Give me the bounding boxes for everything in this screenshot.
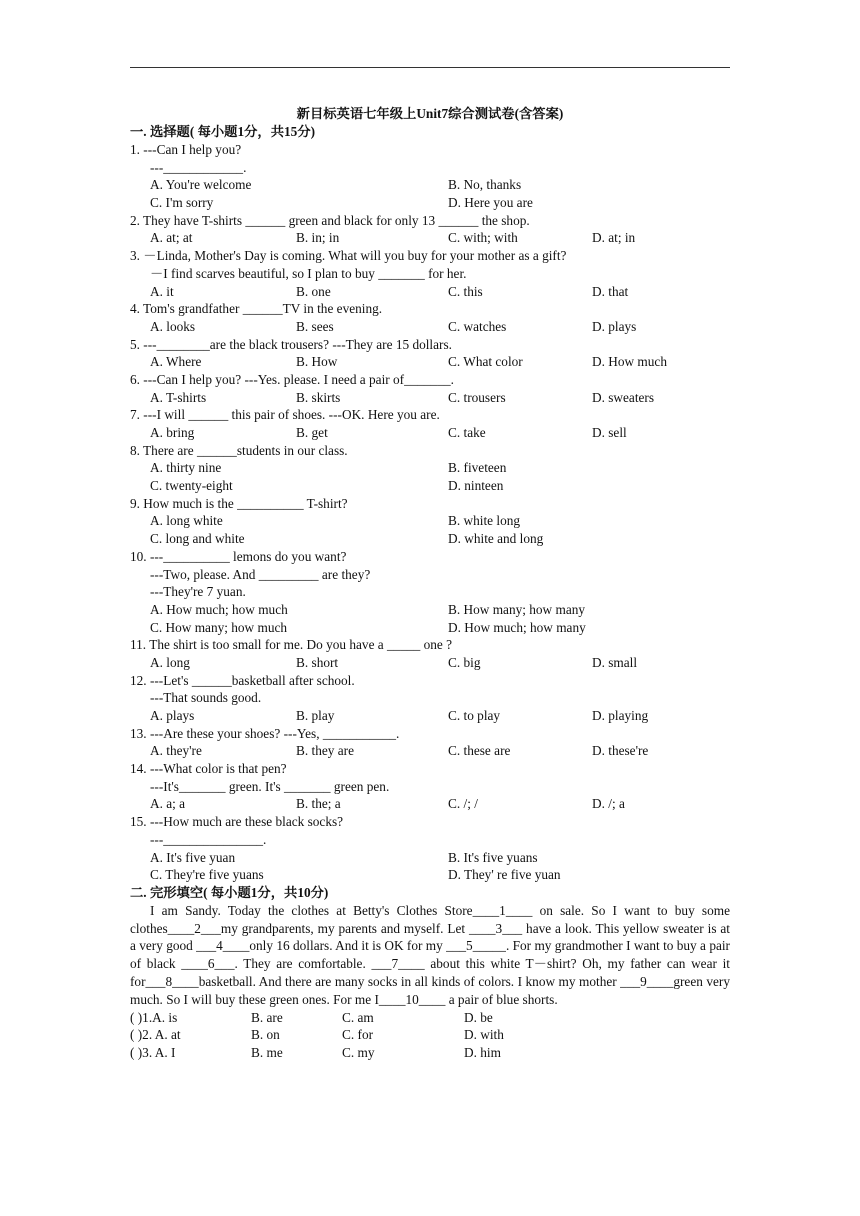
option: ( )2. A. at (130, 1027, 181, 1043)
option: A. T-shirts (150, 389, 207, 405)
option: C. long and white (150, 531, 245, 547)
option: D. that (592, 283, 629, 299)
page-title: 新目标英语七年级上Unit7综合测试卷(含答案) (296, 106, 564, 121)
option: A. at; at (150, 230, 193, 246)
option: A. it (150, 283, 174, 299)
section-heading-cloze: 二. 完形填空( 每小题1分，共10分) (130, 884, 329, 900)
option: D. sweaters (592, 389, 655, 405)
option: ( )3. A. I (130, 1045, 176, 1061)
option-row (130, 866, 730, 884)
option: C. take (448, 425, 486, 440)
question-stem: 12. ---Let's ______basketball after school. (130, 672, 355, 688)
option: C. twenty-eight (150, 478, 233, 494)
option: D. white and long (448, 531, 544, 547)
option: C. am (342, 1009, 374, 1025)
option: B. get (296, 425, 328, 440)
option: C. for (342, 1027, 374, 1043)
question-stem: 2. They have T-shirts ______ green and black for only 13 ______ the shop. (130, 212, 530, 228)
option-row (130, 707, 730, 725)
option: C. big (448, 654, 481, 670)
option: A. thirty nine (150, 460, 222, 476)
option: D. small (592, 654, 638, 670)
option: B. How many; how many (448, 601, 586, 617)
option-row (130, 654, 730, 672)
option: A. plays (150, 708, 195, 723)
option: A. It's five yuan (150, 849, 236, 865)
question-stem-line: ---____________. (150, 159, 247, 175)
option: B. on (251, 1027, 280, 1043)
option: D. sell (592, 425, 627, 440)
question-stem: 14. ---What color is that pen? (130, 761, 287, 777)
option: D. playing (592, 708, 649, 723)
option: A. they're (150, 743, 202, 759)
option: B. the; a (296, 796, 341, 812)
cloze-question-row (130, 1009, 730, 1027)
question-stem: 6. ---Can I help you? ---Yes. please. I need a pair of_______. (130, 371, 454, 387)
option: A. How much; how much (150, 601, 288, 617)
option-row (130, 795, 730, 813)
option: B. skirts (296, 389, 341, 405)
option: C. What color (448, 354, 523, 370)
cloze-passage: I am Sandy. Today the clothes at Betty's Clothes Store____1____ on sale. So I want to buy some clothes____2___my grandparents, my parents and myself. Let ____3___ have a look. This yellow sweater is at a very good ___4____only 16 dollars. And it is OK for my ___5_____. For my grandmother I want to buy a pair of black ____6___. They are comfortable. ___7____ about this white T－shirt? Oh, my father can wear it for___8____basketball. And there are many socks in all kinds of colors. I know my mother ___9____green very much. So I will buy these green ones. For me I____10____ a pair of blue shorts. (130, 902, 730, 1007)
option: D. /; a (592, 796, 625, 812)
option: C. these are (448, 743, 511, 759)
option: A. Where (150, 354, 202, 370)
option: D. ninteen (448, 478, 504, 494)
option-row (130, 849, 730, 867)
option: A. You're welcome (150, 177, 252, 193)
option-row (130, 512, 730, 530)
option-row (130, 389, 730, 407)
document-body (130, 105, 730, 1062)
option: B. me (251, 1045, 283, 1061)
option: A. long (150, 654, 190, 670)
option: B. are (251, 1009, 283, 1025)
option-row (130, 229, 730, 247)
option: A. bring (150, 425, 195, 440)
option-row (130, 601, 730, 619)
option: B. fiveteen (448, 460, 507, 476)
option: D. How much (592, 354, 667, 370)
option: D. these're (592, 743, 649, 759)
option-row (130, 318, 730, 336)
option: C. watches (448, 318, 507, 334)
option-row (130, 619, 730, 637)
option: D. plays (592, 318, 637, 334)
option-row (130, 353, 730, 371)
question-stem-line: ---That sounds good. (150, 690, 262, 706)
question-stem-line: ---They're 7 yuan. (150, 584, 246, 600)
option: B. It's five yuans (448, 849, 538, 865)
question-stem-line: ---_______________. (150, 831, 267, 847)
option: C. trousers (448, 389, 506, 405)
option: A. looks (150, 318, 196, 334)
option: C. I'm sorry (150, 195, 214, 211)
option: C. to play (448, 708, 501, 723)
question-stem: 13. ---Are these your shoes? ---Yes, ___________. (130, 725, 400, 741)
option: C. /; / (448, 796, 478, 812)
option-row (130, 283, 730, 301)
option: B. short (296, 654, 339, 670)
question-stem-line: ---It's_______ green. It's _______ green pen. (150, 778, 390, 794)
option: C. my (342, 1045, 375, 1061)
question-stem: 15. ---How much are these black socks? (130, 814, 344, 830)
option: C. They're five yuans (150, 867, 264, 883)
option: B. play (296, 708, 335, 723)
option: D. at; in (592, 230, 636, 246)
option-row (130, 176, 730, 194)
question-stem: 1. ---Can I help you? (130, 142, 242, 157)
header-rule (130, 67, 730, 68)
option: B. in; in (296, 230, 340, 246)
question-stem: 4. Tom's grandfather ______TV in the evening. (130, 301, 383, 317)
option: A. long white (150, 513, 223, 529)
question-stem: 10. ---__________ lemons do you want? (130, 548, 347, 564)
option: D. him (464, 1045, 501, 1061)
option: C. this (448, 283, 483, 299)
option: B. one (296, 283, 331, 299)
question-stem: 5. ---________are the black trousers? ---They are 15 dollars. (130, 336, 452, 352)
section-heading-choice: 一. 选择题( 每小题1分，共15分) (130, 124, 316, 139)
question-stem: 3. －Linda, Mother's Day is coming. What will you buy for your mother as a gift? (130, 248, 567, 264)
option-row (130, 742, 730, 760)
option: ( )1.A. is (130, 1009, 178, 1025)
option-row (130, 477, 730, 495)
option: D. be (464, 1009, 493, 1025)
option-row (130, 424, 730, 442)
cloze-question-row (130, 1044, 730, 1062)
option-row (130, 194, 730, 212)
option: B. How (296, 354, 338, 370)
option: B. they are (296, 743, 354, 759)
question-stem-line: ---Two, please. And _________ are they? (150, 566, 371, 582)
cloze-question-row (130, 1026, 730, 1044)
question-stem: 8. There are ______students in our class. (130, 442, 348, 458)
option: A. a; a (150, 796, 186, 812)
option: D. Here you are (448, 195, 533, 211)
question-stem: 11. The shirt is too small for me. Do you have a _____ one ? (130, 637, 453, 653)
option: C. How many; how much (150, 619, 288, 635)
option: C. with; with (448, 230, 518, 246)
option: B. white long (448, 513, 521, 529)
option-row (130, 459, 730, 477)
option: D. with (464, 1027, 504, 1043)
option: B. sees (296, 318, 334, 334)
question-stem-line: －I find scarves beautiful, so I plan to buy _______ for her. (150, 265, 467, 281)
option-row (130, 530, 730, 548)
option: D. How much; how many (448, 619, 586, 635)
option: B. No, thanks (448, 177, 522, 193)
question-stem: 9. How much is the __________ T-shirt? (130, 495, 348, 511)
question-stem: 7. ---I will ______ this pair of shoes. ---OK. Here you are. (130, 407, 440, 423)
option: D. They' re five yuan (448, 867, 561, 883)
